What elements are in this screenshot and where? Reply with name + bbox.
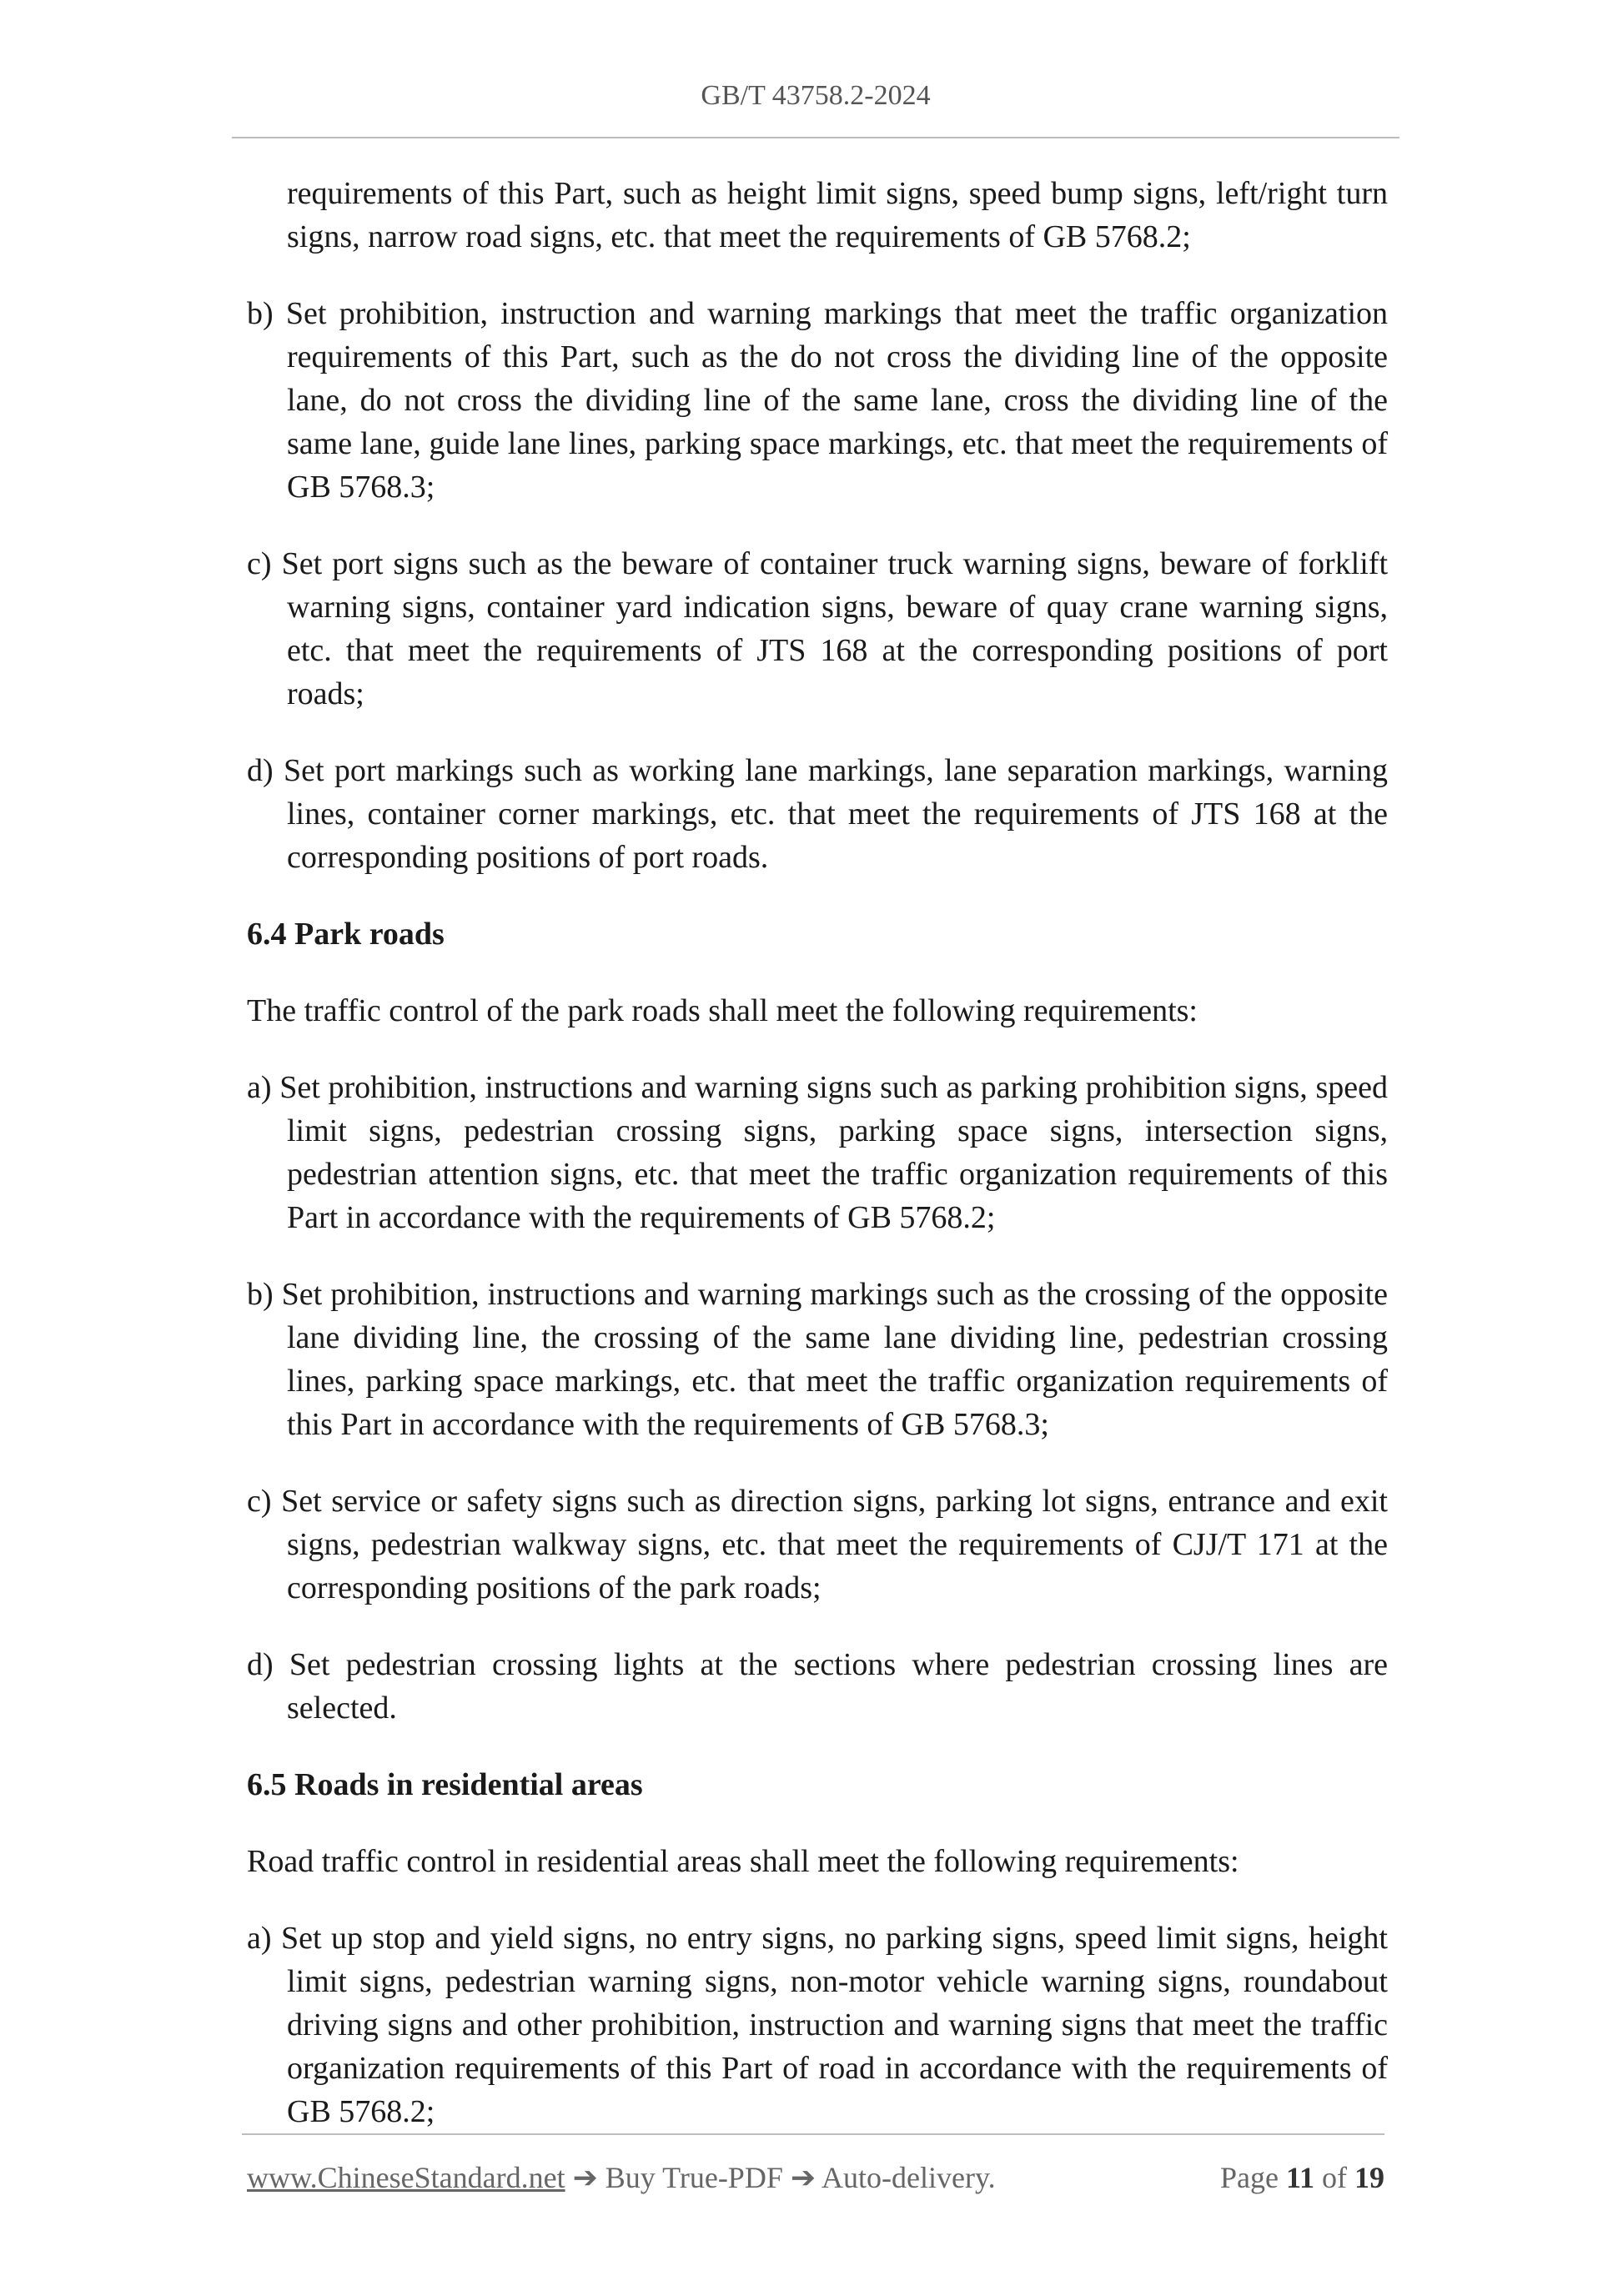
current-page-number: 11 xyxy=(1285,2161,1314,2194)
list-item-continuation: requirements of this Part, such as height limit signs, speed bump signs, left/right turn signs, narrow road signs, etc. that meet the requirements of GB 5768.2; xyxy=(287,176,1388,254)
buy-pdf-text: Buy True-PDF xyxy=(605,2161,783,2194)
website-link[interactable]: www.ChineseStandard.net xyxy=(247,2161,565,2194)
header-divider xyxy=(232,137,1399,138)
of-label: of xyxy=(1322,2161,1347,2194)
total-pages-number: 19 xyxy=(1354,2161,1384,2194)
list-item-d-park: d) Set pedestrian crossing lights at the sections where pedestrian crossing lines are selected. xyxy=(247,1647,1388,1726)
footer-promo xyxy=(247,2160,996,2195)
list-item-a-park: a) Set prohibition, instructions and warning signs such as parking prohibition signs, speed limit signs, pedestrian crossing signs, parking space signs, intersection signs, pedestrian attention signs, etc. that meet the traffic organization requirements of this Part in accordance with the requirements of GB 5768.2; xyxy=(247,1070,1388,1235)
section-intro-6-5: Road traffic control in residential areas shall meet the following requirements: xyxy=(247,1844,1239,1879)
section-intro-6-4: The traffic control of the park roads shall meet the following requirements: xyxy=(247,993,1198,1028)
section-heading-6-5: 6.5 Roads in residential areas xyxy=(247,1767,643,1802)
running-header: GB/T 43758.2-2024 xyxy=(701,80,931,111)
page-indicator xyxy=(1220,2160,1384,2195)
section-heading-6-4: 6.4 Park roads xyxy=(247,917,445,952)
list-item-a-residential: a) Set up stop and yield signs, no entry signs, no parking signs, speed limit signs, height limit signs, pedestrian warning signs, non-motor vehicle warning signs, roundabout driving signs and other prohibition, instruction and warning signs that meet the traffic organization requirements of this Part of road in accordance with the requirements of GB 5768.2; xyxy=(247,1921,1388,2129)
list-item-c-park: c) Set service or safety signs such as direction signs, parking lot signs, entrance and exit signs, pedestrian walkway signs, etc. that meet the requirements of CJJ/T 171 at the corresponding positions of the park roads; xyxy=(247,1484,1388,1605)
list-item-d-port: d) Set port markings such as working lane markings, lane separation markings, warning lines, container corner markings, etc. that meet the requirements of JTS 168 at the corresponding positions of port roads. xyxy=(247,753,1388,875)
arrow-right-icon: ➔ xyxy=(572,2161,598,2194)
auto-delivery-text: Auto-delivery. xyxy=(822,2161,996,2194)
list-item-b-park: b) Set prohibition, instructions and warning markings such as the crossing of the opposite lane dividing line, the crossing of the same lane dividing line, pedestrian crossing lines, parking space markings, etc. that meet the traffic organization requirements of this Part in accordance with the requirements of GB 5768.3; xyxy=(247,1277,1388,1442)
list-item-c-port: c) Set port signs such as the beware of container truck warning signs, beware of forklift warning signs, container yard indication signs, beware of quay crane warning signs, etc. that meet the requirements of JTS 168 at the corresponding positions of port roads; xyxy=(247,546,1388,711)
list-item-b-port: b) Set prohibition, instruction and warning markings that meet the traffic organization requirements of this Part, such as the do not cross the dividing line of the opposite lane, do not cross the dividing line of the same lane, cross the dividing line of the same lane, guide lane lines, parking space markings, etc. that meet the requirements of GB 5768.3; xyxy=(247,296,1388,505)
page-label: Page xyxy=(1220,2161,1279,2194)
footer-divider xyxy=(242,2133,1384,2135)
page-body xyxy=(247,172,1388,2167)
arrow-right-icon: ➔ xyxy=(790,2161,817,2194)
